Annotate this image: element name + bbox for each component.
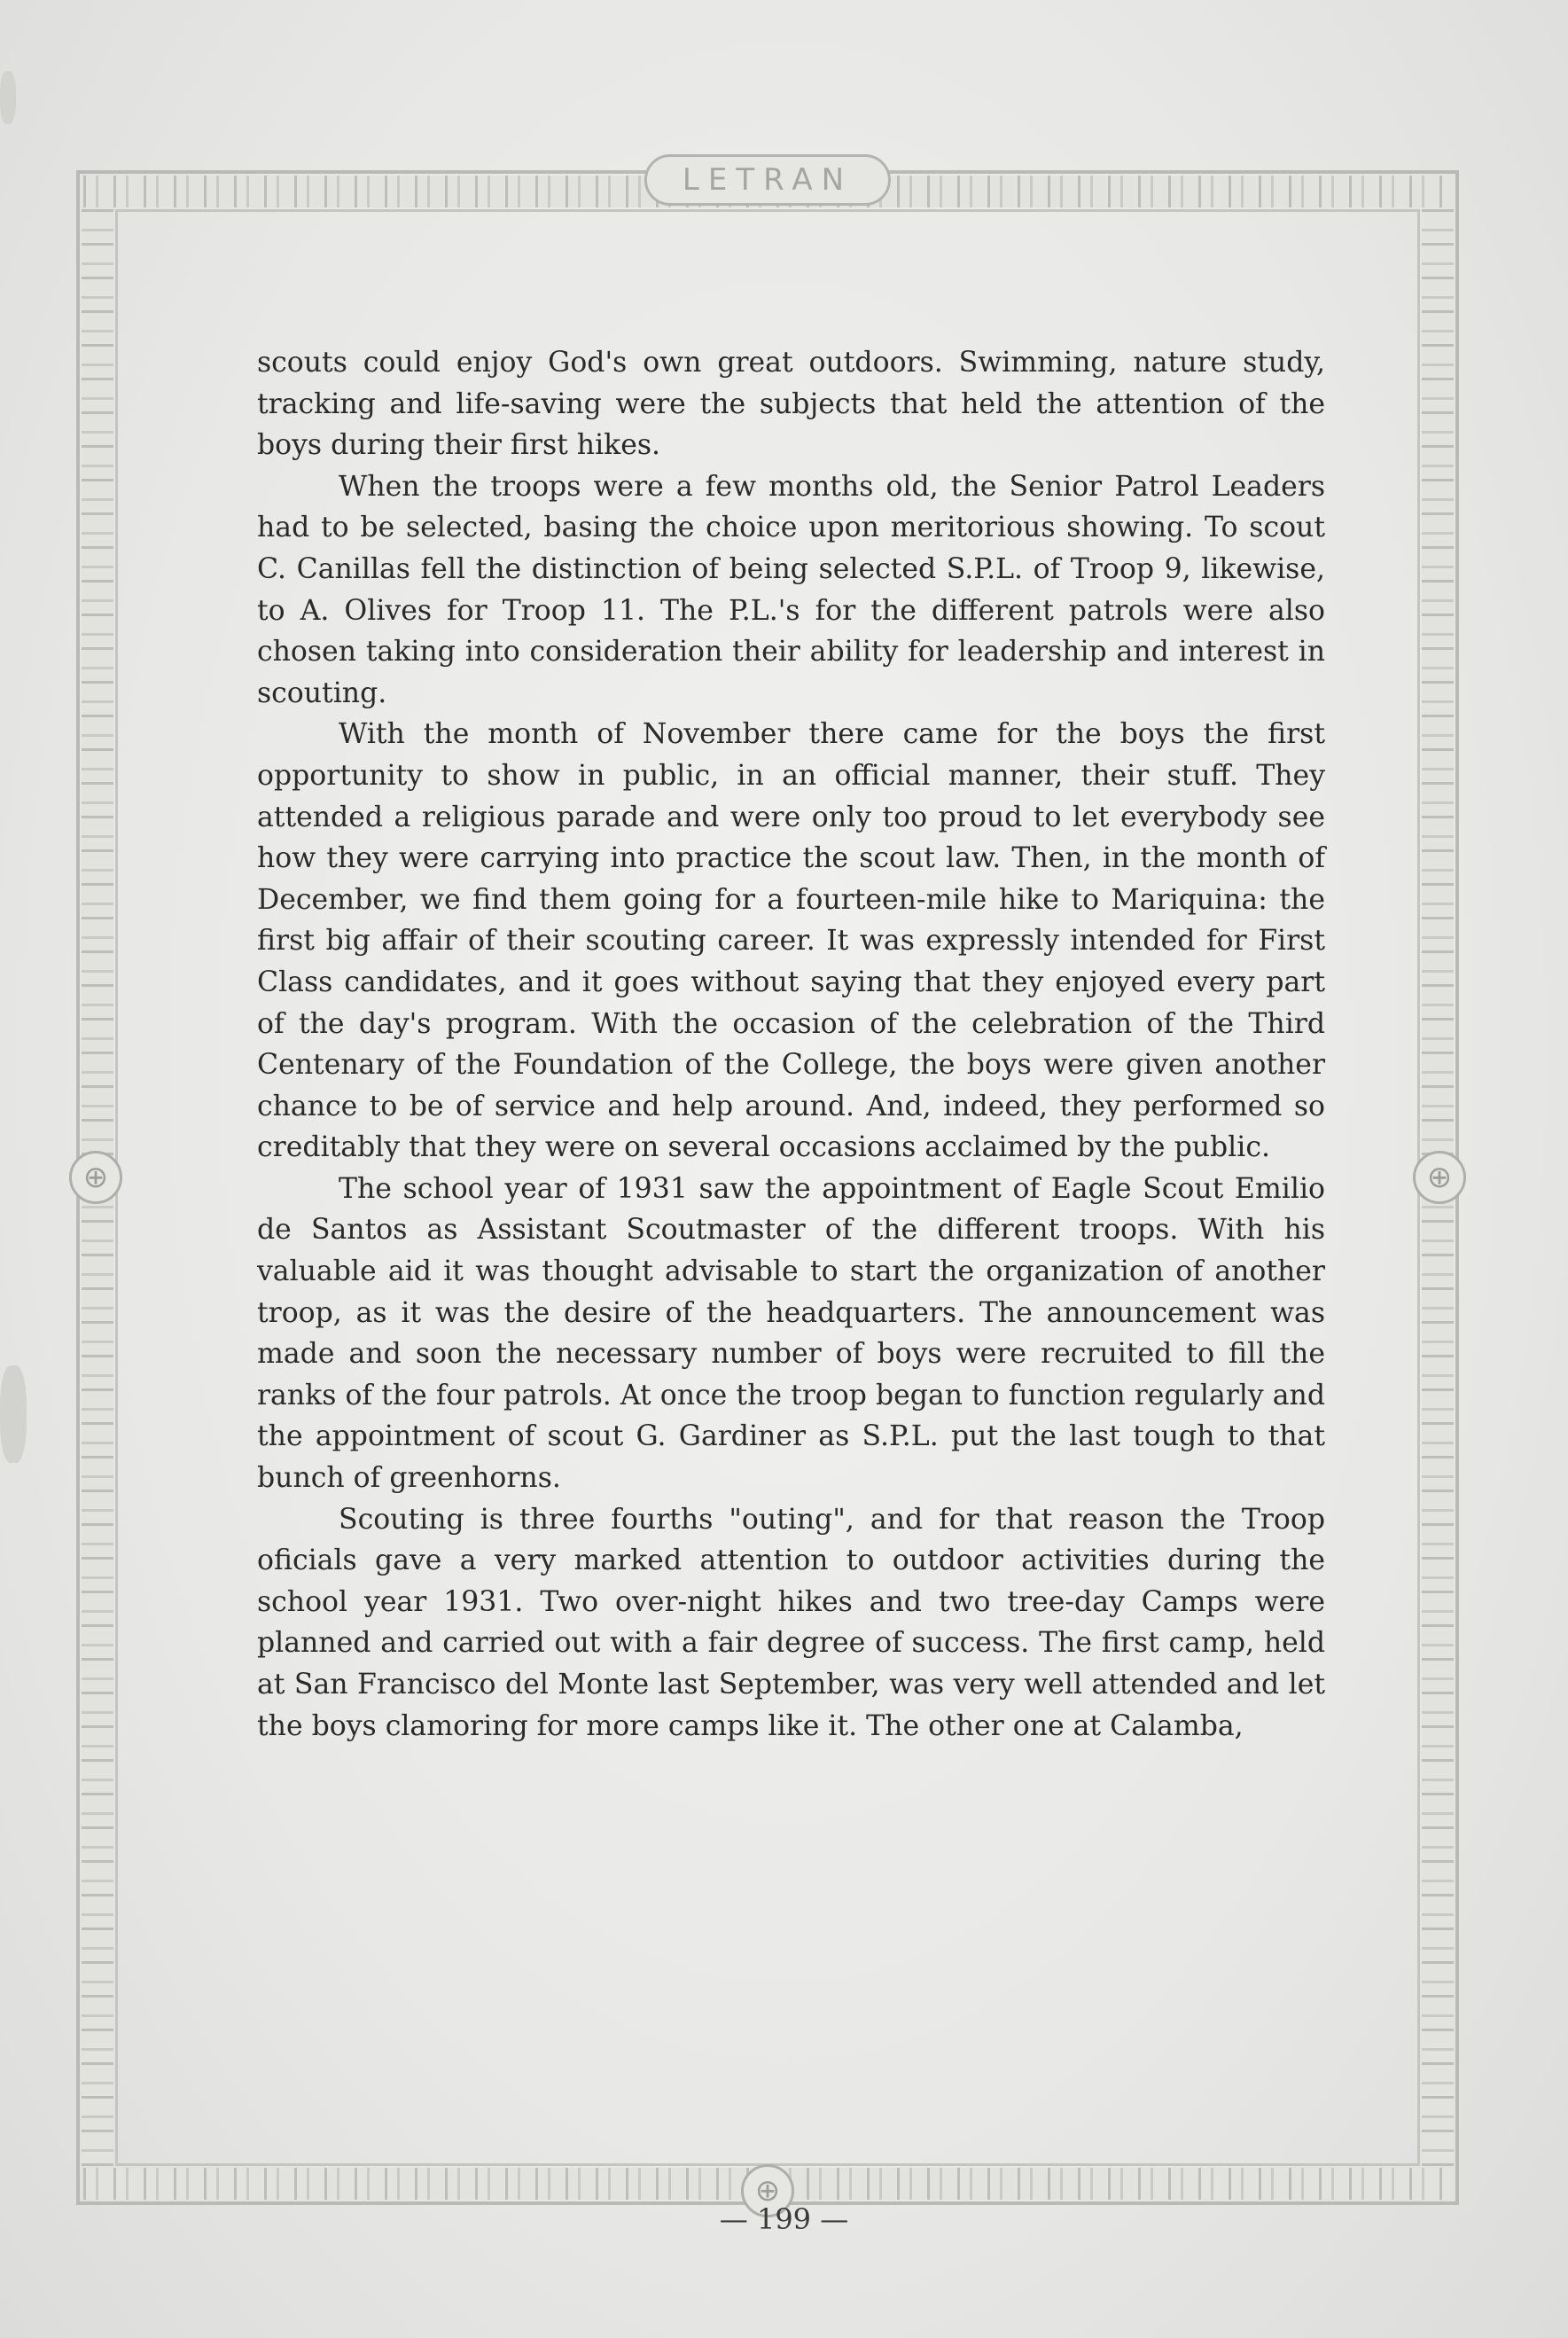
paragraph: With the month of November there came for the boys the first opportunity to show in public, in an official manner, their stuff. They attended a religious parade and were only too proud to let everybody see how they were carrying into practice the scout law. Then, in the month of December, we find them going for a fourteen-mile hike to Mariquina: the first big affair of their scouting career. It was expressly intended for First Class candidates, and it goes without saying that they enjoyed every part of the day's program. With the occasion of the celebration of the Third Centenary of the Foundation of the College, the boys were given another chance to be of service and help around. And, indeed, they performed so creditably that they were on several occasions acclaimed by the public.: [257, 718, 1325, 1164]
body-text: [257, 342, 1325, 1747]
paragraph: The school year of 1931 saw the appointment of Eagle Scout Emilio de Santos as Assistant Scoutmaster of the different troops. With his valuable aid it was thought advisable to start the organization of another troop, as it was the desire of the headquarters. The announcement was made and soon the necessary number of boys were recruited to fill the ranks of the four patrols. At once the troop began to function regularly and the appointment of scout G. Gardiner as S.P.L. put the last tough to that bunch of greenhorns.: [257, 1172, 1325, 1495]
cross-medallion-icon: ⊕: [1413, 1151, 1466, 1204]
cross-medallion-icon: ⊕: [741, 2164, 794, 2217]
page-number: — 199 —: [719, 2202, 849, 2236]
paragraph: When the troops were a few months old, the Senior Patrol Leaders had to be selected, basing the choice upon meritorious showing. To scout C. Canillas fell the distinction of being selected S.P.L. of Troop 9, likewise, to A. Olives for Troop 11. The P.L.'s for the different patrols were also chosen taking into consideration their ability for leadership and interest in scouting.: [257, 470, 1325, 709]
cross-medallion-icon: ⊕: [69, 1151, 122, 1204]
paragraph: Scouting is three fourths "outing", and for that reason the Troop oficials gave a very marked attention to outdoor activities during the school year 1931. Two over-night hikes and two tree-day Camps were planned and carried out with a fair degree of success. The first camp, held at San Francisco del Monte last September, was very well attended and let the boys clamoring for more camps like it. The other one at Calamba,: [257, 1503, 1325, 1742]
page-edge-shadow: [0, 1365, 27, 1463]
paragraph: scouts could enjoy God's own great outdoors. Swimming, nature study, tracking and life-saving were the subjects that held the attention of the boys during their first hikes.: [257, 347, 1325, 462]
masthead-logo: LETRAN: [644, 154, 891, 206]
page-edge-shadow: [0, 71, 16, 124]
